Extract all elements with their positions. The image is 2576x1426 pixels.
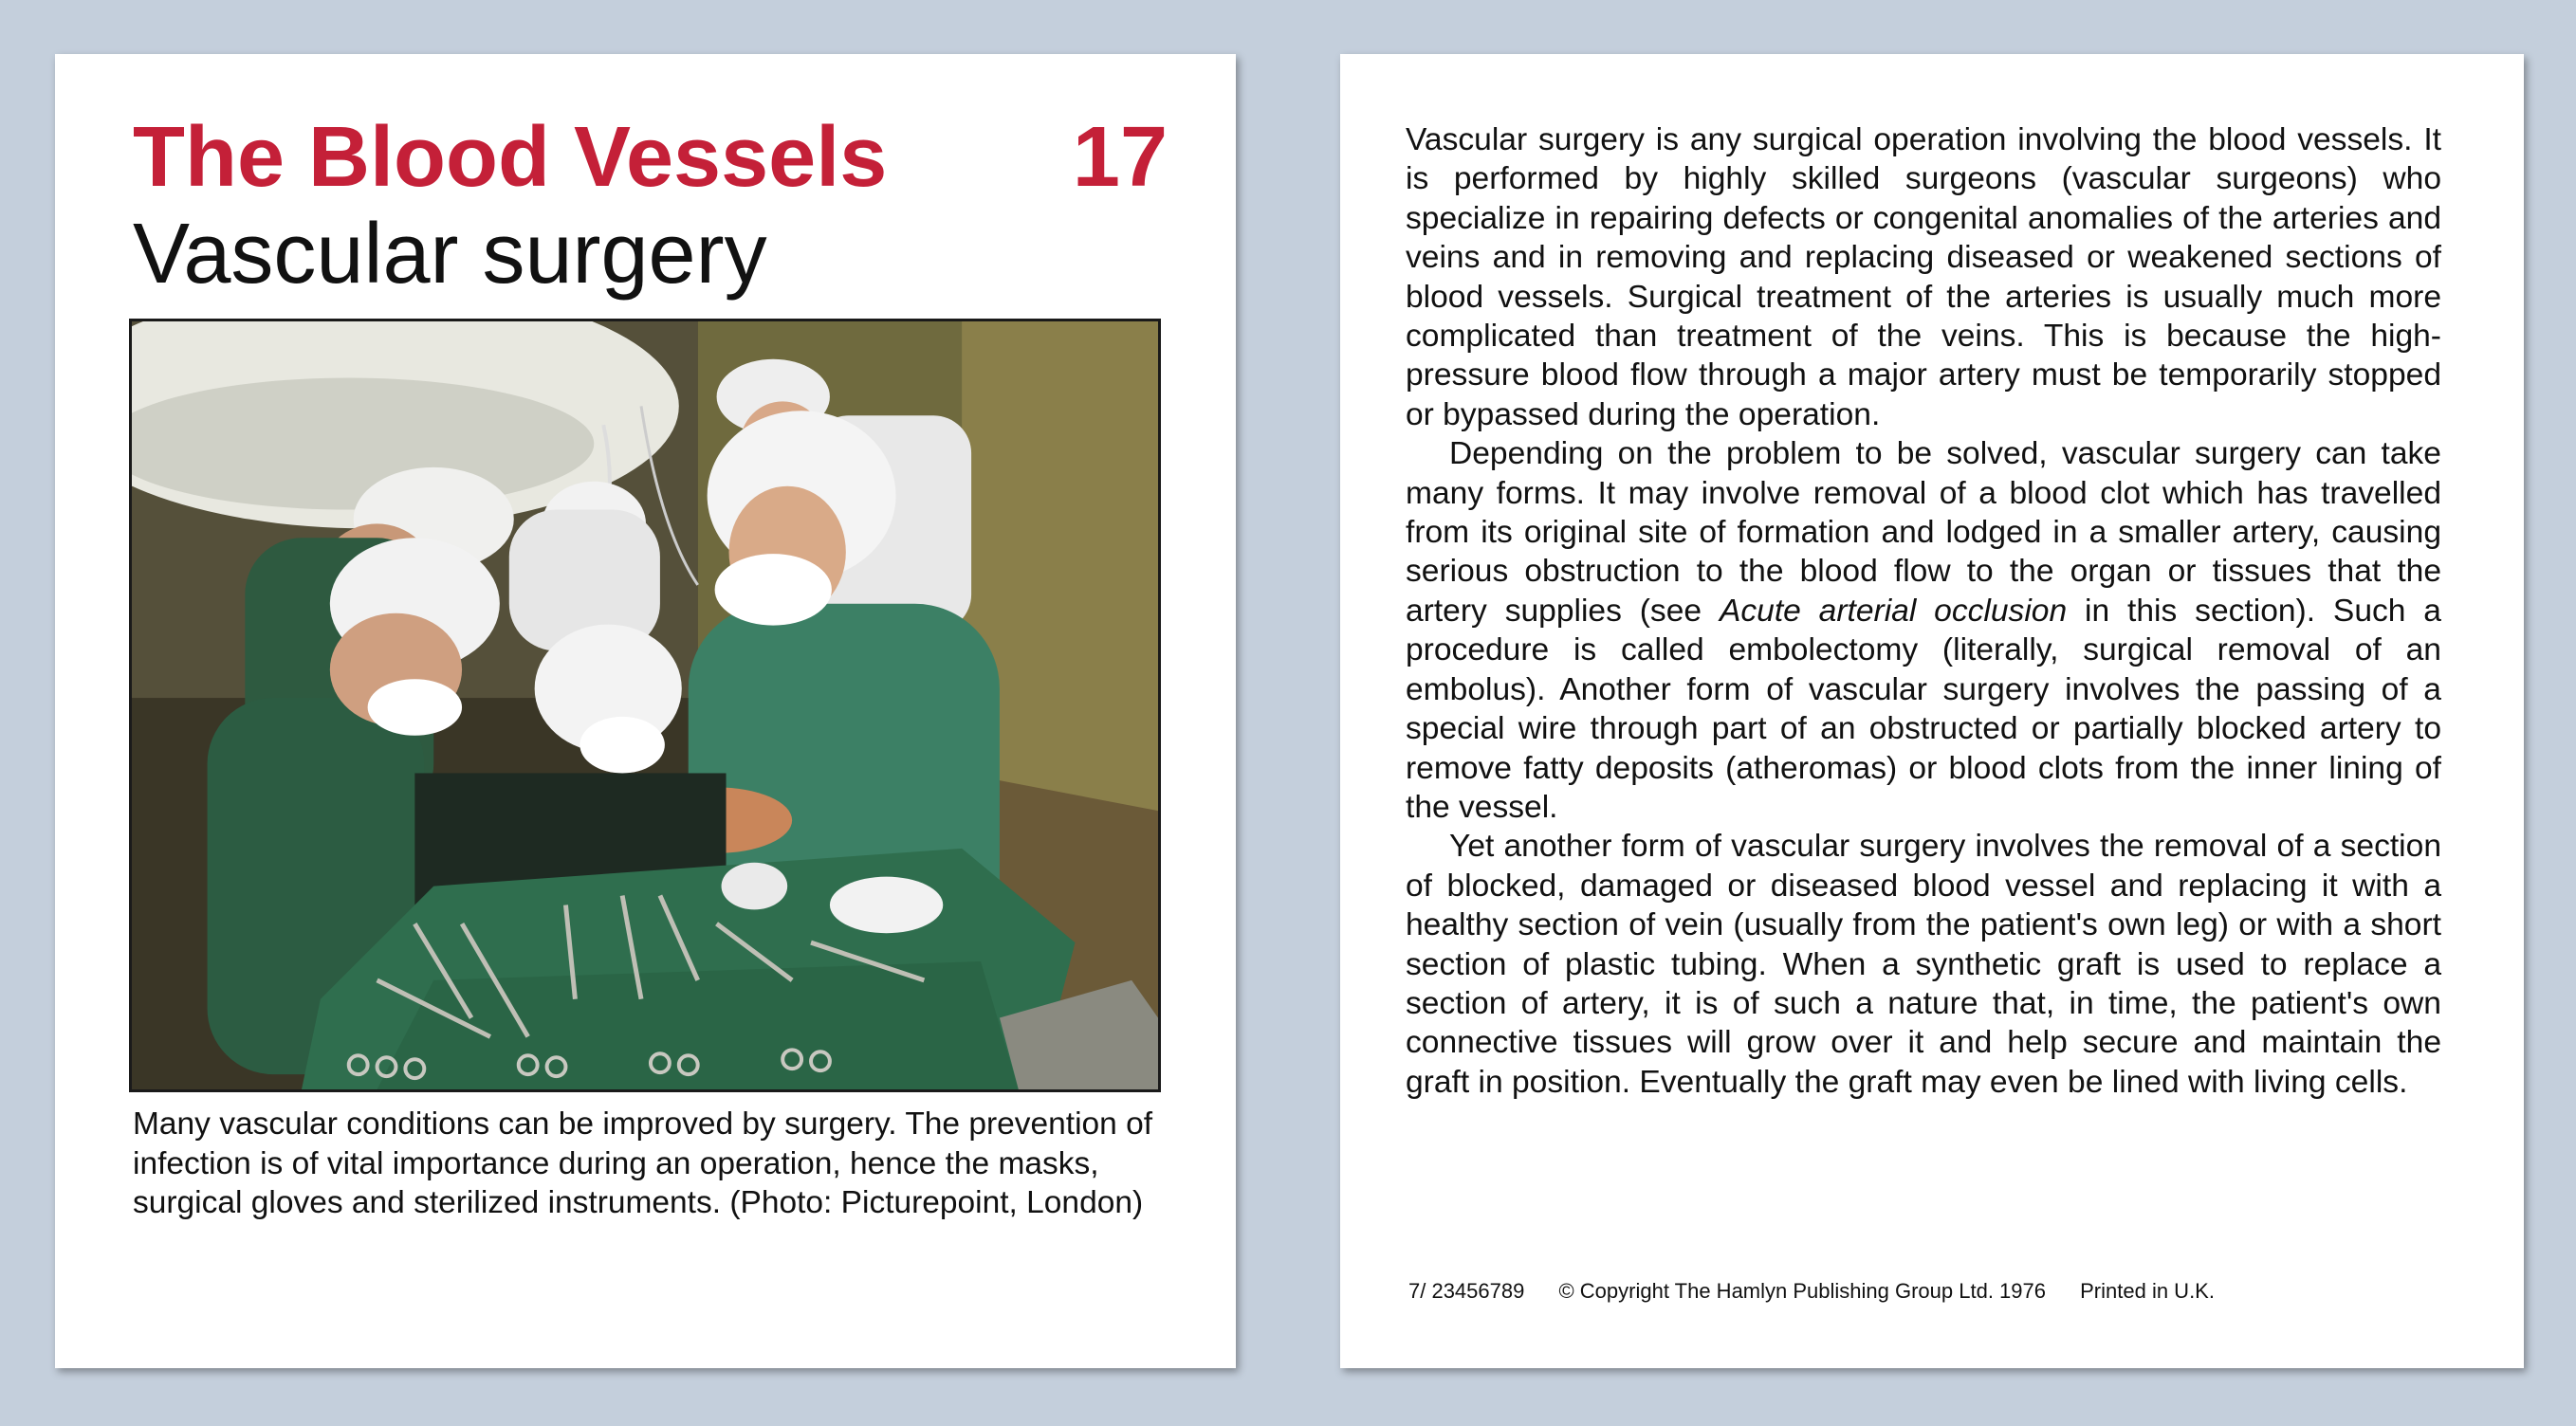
card-category-title: The Blood Vessels [133,110,888,205]
surgery-photo [129,319,1161,1092]
paragraph-2-end: in this section). Such a procedure is called embolectomy (literally, surgical removal of an embolus). Another form of vascular surgery involves the passing of a special wire through part of an obstructed or partially blocked artery to remove fatty deposits (atheromas) or blood clots from the inner lining of the vessel. [1406,593,2441,825]
paragraph-2 [1406,434,2441,827]
surgery-photo-illustration [132,321,1158,1089]
paragraph-3: Yet another form of vascular surgery involves the removal of a section of blocked, damaged or diseased blood vessel and replacing it with a healthy section of vein (usually from the patient's own leg) or with a short section of plastic tubing. When a synthetic graft is used to replace a section of artery, it is of such a nature that, in time, the patient's own connective tissues will grow over it and help secure and maintain the graft in position. Eventually the graft may even be lined with living cells. [1406,829,2441,1100]
card-number: 17 [1072,110,1168,205]
card-footer [1408,1279,2243,1304]
card-back [1340,54,2524,1368]
paragraph-2-start: Depending on the problem to be solved, vascular surgery can take many forms. It may involve removal of a blood clot which has travelled from its original site of formation and lodged in a smaller artery, causing serious obstruction to the blood flow to the organ or tissues that the artery supplies (see [1406,436,2441,629]
paragraph-1: Vascular surgery is any surgical operation involving the blood vessels. It is performed by highly skilled surgeons (vascular surgeons) who specialize in repairing defects or congenital anomalies of the arteries and veins and in removing and replacing diseased or weakened sections of blood vessels. Surgical treatment of the arteries is usually much more complicated than treatment of the veins. This is because the high-pressure blood flow through a major artery must be temporarily stopped or bypassed during the operation. [1406,122,2441,432]
copyright-notice: © Copyright The Hamlyn Publishing Group Ltd. 1976 [1558,1279,2046,1303]
card-code: 7/ 23456789 [1408,1279,1525,1303]
printed-notice: Printed in U.K. [2080,1279,2215,1303]
photo-caption: Many vascular conditions can be improved by surgery. The prevention of infection is of vital importance during an operation, hence the masks, surgical gloves and sterilized instruments. (Photo: Picturepoint, London) [133,1106,1153,1220]
card-title: Vascular surgery [133,207,767,302]
card-front [55,54,1236,1368]
cross-reference: Acute arterial occlusion [1719,593,2068,629]
article-body [1406,120,2441,1102]
